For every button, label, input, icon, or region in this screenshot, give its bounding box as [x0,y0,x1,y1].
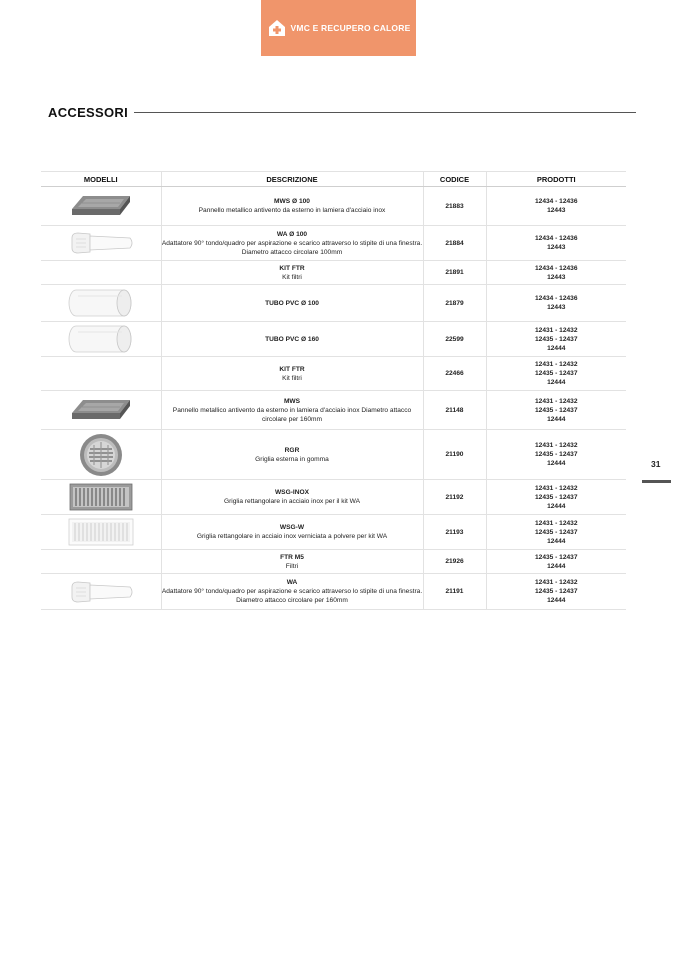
table-row [41,322,626,357]
table-row [41,430,626,480]
product-description: Adattatore 90° tondo/quadro per aspirazione e scarico attraverso lo stipite di una finestra. Diametro attacco circolare per 160mm [161,588,423,604]
description-cell [161,480,423,515]
description-cell [161,322,423,357]
compatible-products: 12434 - 12436 12443 [486,226,626,261]
compatible-products: 12434 - 12436 12443 [486,261,626,285]
product-name: WSG-W [279,524,305,531]
table-row [41,550,626,574]
header-models: MODELLI [41,172,161,187]
product-description: Adattatore 90° tondo/quadro per aspirazione e scarico attraverso lo stipite di una finestra. Diametro attacco circolare 100mm [161,239,423,256]
product-code: 21879 [423,285,486,322]
product-description: Griglia esterna in gomma [255,455,329,463]
white-grille-icon [68,517,134,547]
product-name: TUBO PVC Ø 160 [265,335,319,343]
product-image-cell [41,187,161,226]
description-cell [161,226,423,261]
table-row [41,261,626,285]
description-cell [161,261,423,285]
product-name: FTR M5 [280,553,304,561]
product-image-cell [41,480,161,515]
product-image-cell [41,550,161,574]
product-description: Griglia rettangolare in acciaio inox verniciata a polvere per kit WA [196,533,388,540]
product-name: WSG-INOX [274,489,310,496]
section-title: ACCESSORI [48,105,128,120]
compatible-products: 12431 - 12432 12435 - 12437 12444 [486,357,626,391]
description-cell [161,285,423,322]
pvc-pipe-icon [68,323,134,355]
product-description: Griglia rettangolare in acciaio inox per il kit WA [223,498,361,505]
table-row [41,480,626,515]
product-image-cell [41,226,161,261]
product-code: 21192 [423,480,486,515]
table-header-row [41,172,626,187]
section-divider [134,112,636,113]
window-adapter-icon [66,229,136,257]
product-name: RGR [284,446,300,454]
product-name: KIT FTR [279,365,305,373]
pvc-pipe-icon [68,287,134,319]
product-description: Kit filtri [282,273,302,281]
table-row [41,391,626,430]
product-name: TUBO PVC Ø 100 [265,299,319,307]
product-code: 22599 [423,322,486,357]
description-cell [161,357,423,391]
product-code: 21883 [423,187,486,226]
description-cell [161,391,423,430]
category-tab [261,0,416,56]
product-name: KIT FTR [279,264,305,272]
page-number: 31 [651,459,661,469]
product-code: 21891 [423,261,486,285]
product-image-cell [41,261,161,285]
product-code: 22466 [423,357,486,391]
product-description: Kit filtri [282,374,302,382]
product-code: 21884 [423,226,486,261]
compatible-products: 12435 - 12437 12444 [486,550,626,574]
page-marker [642,480,671,483]
table-row [41,226,626,261]
compatible-products: 12431 - 12432 12435 - 12437 12444 [486,480,626,515]
product-image-cell [41,515,161,550]
table-row [41,187,626,226]
compatible-products: 12431 - 12432 12435 - 12437 12444 [486,430,626,480]
accessories-table [41,171,626,610]
header-products: PRODOTTI [486,172,626,187]
product-code: 21191 [423,574,486,610]
metal-panel-icon [68,394,134,426]
compatible-products: 12431 - 12432 12435 - 12437 12444 [486,391,626,430]
compatible-products: 12434 - 12436 12443 [486,187,626,226]
table-row [41,357,626,391]
product-description: Pannello metallico antivento da esterno in lamiera d'acciaio inox [198,207,386,214]
round-grille-icon [78,432,124,478]
description-cell [161,574,423,610]
window-adapter-icon [66,578,136,606]
product-description: Filtri [285,562,299,570]
product-code: 21193 [423,515,486,550]
product-name: MWS Ø 100 [274,198,310,205]
product-image-cell [41,285,161,322]
product-code: 21926 [423,550,486,574]
product-name: MWS [283,397,301,405]
compatible-products: 12431 - 12432 12435 - 12437 12444 [486,322,626,357]
product-name: WA Ø 100 [276,230,308,238]
product-image-cell [41,322,161,357]
product-image-cell [41,430,161,480]
product-name: WA [286,579,298,586]
header-code: CODICE [423,172,486,187]
description-cell [161,187,423,226]
compatible-products: 12431 - 12432 12435 - 12437 12444 [486,574,626,610]
product-code: 21148 [423,391,486,430]
header-description: DESCRIZIONE [161,172,423,187]
product-image-cell [41,391,161,430]
metal-panel-icon [68,190,134,222]
table-row [41,285,626,322]
description-cell [161,430,423,480]
compatible-products: 12431 - 12432 12435 - 12437 12444 [486,515,626,550]
steel-grille-icon [69,482,133,512]
product-description: Pannello metallico antivento da esterno in lamiera d'acciaio inox Diametro attacco circolare per 160mm [172,406,412,423]
description-cell [161,515,423,550]
product-image-cell [41,357,161,391]
description-cell [161,550,423,574]
table-row [41,515,626,550]
table-row [41,574,626,610]
compatible-products: 12434 - 12436 12443 [486,285,626,322]
category-label: VMC E RECUPERO CALORE [290,23,411,33]
house-plus-icon [267,18,287,38]
product-code: 21190 [423,430,486,480]
product-image-cell [41,574,161,610]
